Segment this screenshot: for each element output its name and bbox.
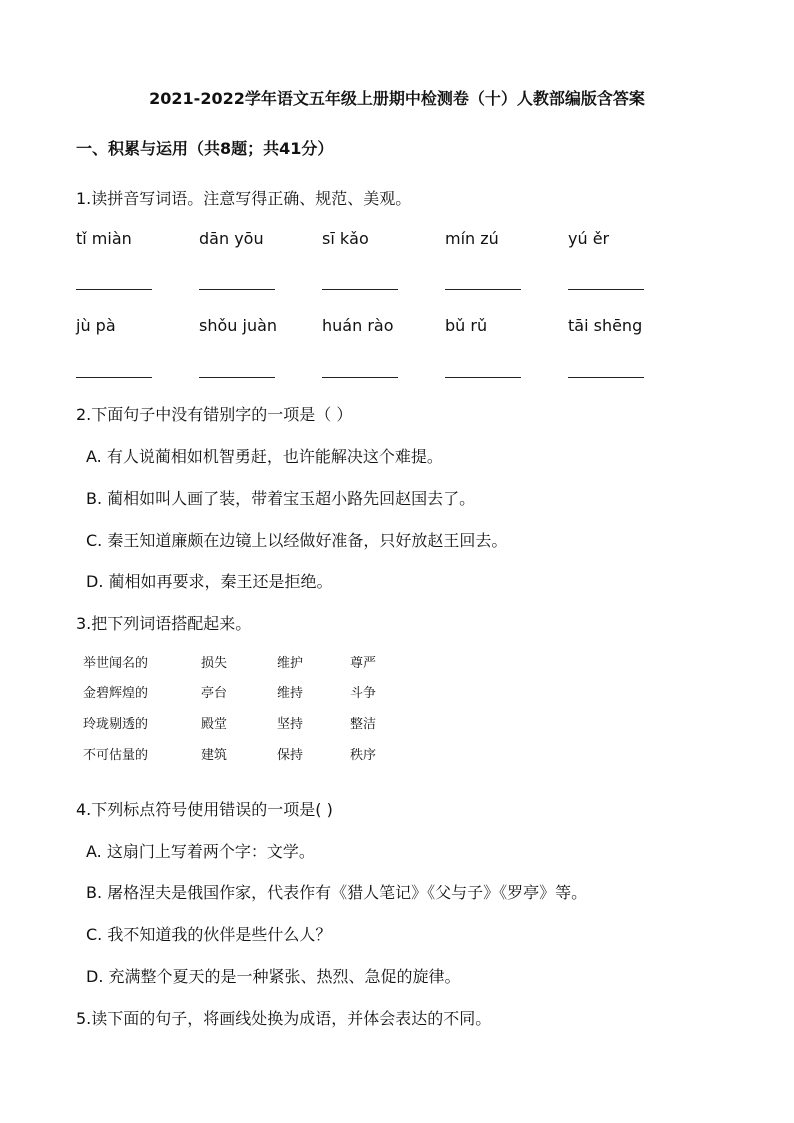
answer-blank[interactable] [322,289,398,290]
answer-blank[interactable] [568,289,644,290]
question-5-prompt: 5.读下面的句子，将画线处换为成语，并体会表达的不同。 [76,1009,492,1028]
match-word: 尊严 [350,656,377,671]
answer-blank[interactable] [445,289,521,290]
match-word: 维护 [277,656,304,671]
answer-blank[interactable] [199,289,275,290]
option-a[interactable]: A. 有人说蔺相如机智勇赶，也许能解决这个难提。 [86,447,443,466]
option-b[interactable]: B. 屠格涅夫是俄国作家，代表作有《猎人笔记》《父与子》《罗亭》等。 [86,883,588,902]
document-title: 2021-2022学年语文五年级上册期中检测卷（十）人教部编版含答案 [149,89,645,108]
pinyin-item: yú ěr [568,229,610,248]
section-heading: 一、积累与运用（共8题；共41分） [76,139,334,158]
match-word: 保持 [277,748,304,763]
question-1-prompt: 1.读拼音写词语。注意写得正确、规范、美观。 [76,189,412,208]
answer-blank[interactable] [76,289,152,290]
pinyin-item: shǒu juàn [199,316,278,335]
match-word: 不可估量的 [83,748,149,763]
match-word: 损失 [201,656,228,671]
answer-blank[interactable] [568,377,644,378]
question-3-prompt: 3.把下列词语搭配起来。 [76,614,252,633]
match-word: 坚持 [277,717,304,732]
match-word: 建筑 [201,748,228,763]
answer-blank[interactable] [322,377,398,378]
pinyin-item: tāi shēng [568,316,643,335]
pinyin-item: bǔ rǔ [445,316,488,335]
pinyin-item: dān yōu [199,229,264,248]
match-word: 整洁 [350,717,377,732]
option-c[interactable]: C. 秦王知道廉颇在边镜上以经做好准备，只好放赵王回去。 [86,531,508,550]
match-word: 玲珑剔透的 [83,717,149,732]
question-2-prompt: 2.下面句子中没有错别字的一项是（ ） [76,405,353,424]
match-word: 金碧辉煌的 [83,686,149,701]
match-word: 秩序 [350,748,377,763]
answer-blank[interactable] [199,377,275,378]
option-d[interactable]: D. 充满整个夏天的是一种紧张、热烈、急促的旋律。 [86,967,461,986]
question-4-prompt: 4.下列标点符号使用错误的一项是( ) [76,800,333,819]
option-c[interactable]: C. 我不知道我的伙伴是些什么人？ [86,925,332,944]
answer-blank[interactable] [76,377,152,378]
match-word: 亭台 [201,686,228,701]
answer-blank[interactable] [445,377,521,378]
pinyin-item: mín zú [445,229,499,248]
option-a[interactable]: A. 这扇门上写着两个字：文学。 [86,842,315,861]
pinyin-item: sī kǎo [322,229,369,248]
option-d[interactable]: D. 蔺相如再要求，秦王还是拒绝。 [86,572,333,591]
pinyin-item: tǐ miàn [76,229,132,248]
pinyin-item: jù pà [76,316,116,335]
match-word: 殿堂 [201,717,228,732]
match-word: 举世闻名的 [83,656,149,671]
match-word: 斗争 [350,686,377,701]
pinyin-item: huán rào [322,316,394,335]
match-word: 维持 [277,686,304,701]
option-b[interactable]: B. 蔺相如叫人画了装，带着宝玉超小路先回赵国去了。 [86,489,476,508]
